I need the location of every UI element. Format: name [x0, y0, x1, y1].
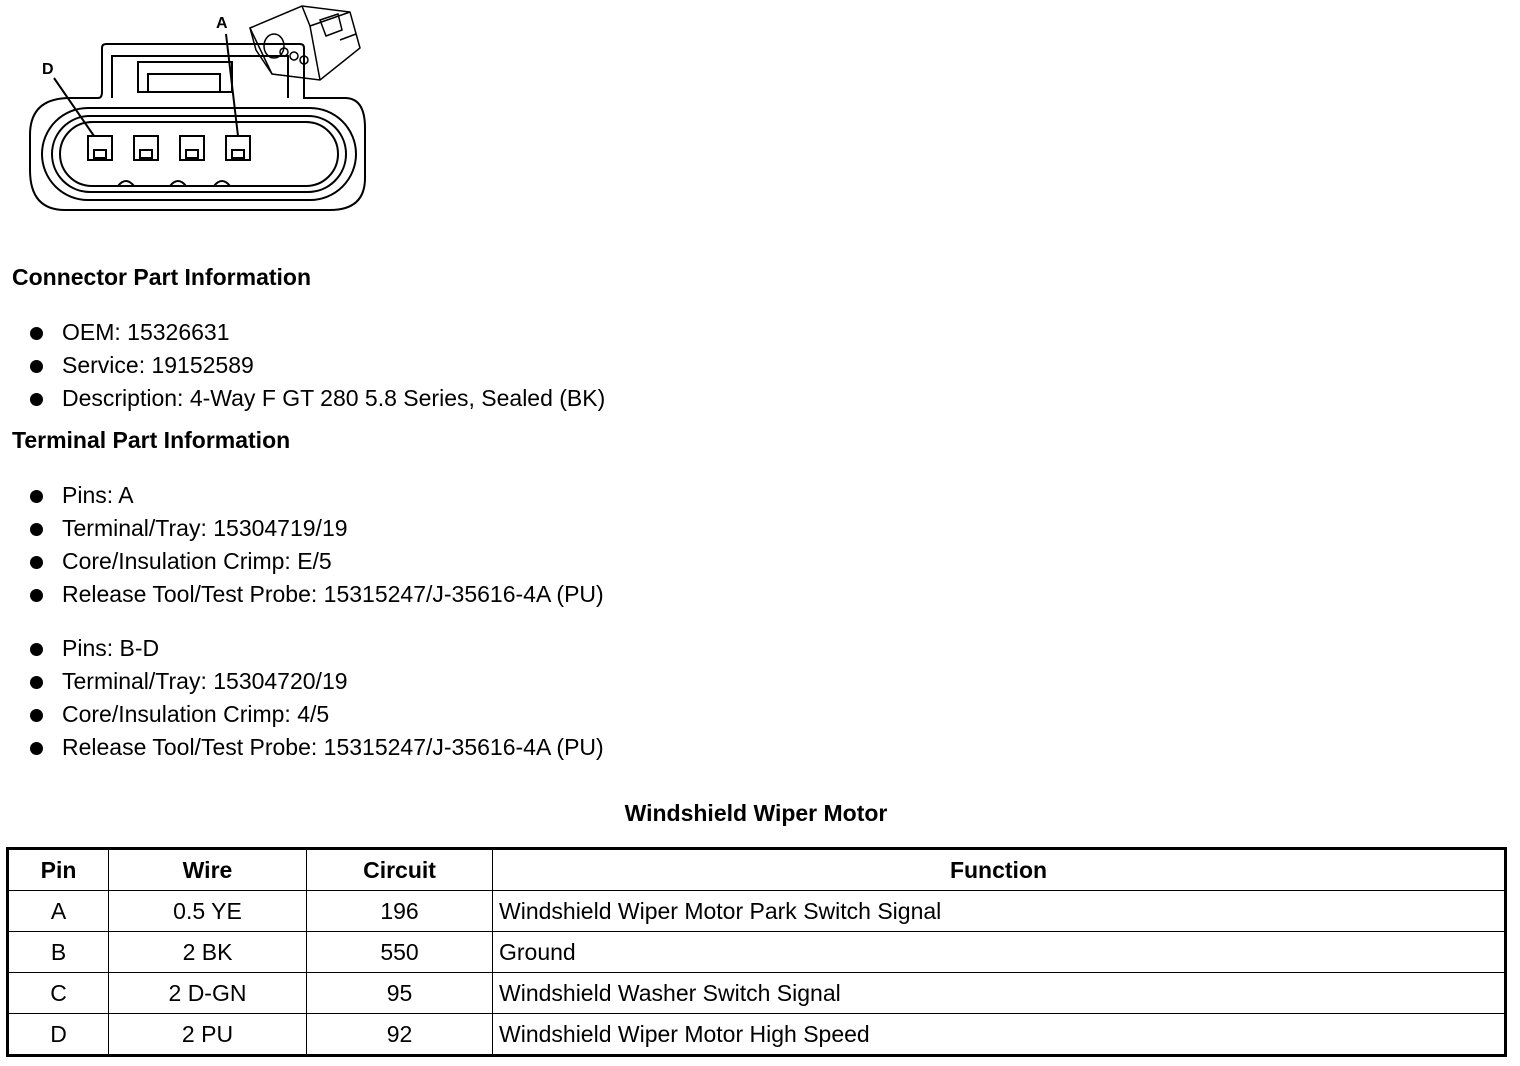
- bullet-icon: [30, 523, 43, 536]
- pinout-table: [6, 847, 1507, 1057]
- function-cell: Windshield Wiper Motor Park Switch Signal: [493, 891, 1506, 932]
- function-cell: Ground: [493, 932, 1506, 973]
- list-item: Terminal/Tray: 15304719/19: [28, 512, 604, 545]
- pin-cell: B: [8, 932, 109, 973]
- bullet-icon: [30, 643, 43, 656]
- list-item: Pins: A: [28, 479, 604, 512]
- table-row: [8, 932, 1506, 973]
- connector-info-heading: Connector Part Information: [12, 264, 312, 290]
- column-header-pin: Pin: [8, 849, 109, 891]
- table-row: [8, 973, 1506, 1014]
- connector-diagram: [20, 0, 380, 220]
- bullet-icon: [30, 556, 43, 569]
- column-header-circuit: Circuit: [307, 849, 493, 891]
- pin-cell: D: [8, 1014, 109, 1056]
- bullet-icon: [30, 490, 43, 503]
- terminal-info-heading: Terminal Part Information: [12, 427, 291, 453]
- pin-label-d: D: [42, 61, 54, 78]
- table-title: Windshield Wiper Motor: [624, 800, 888, 826]
- pin-label-a: A: [216, 15, 228, 32]
- list-item: Core/Insulation Crimp: 4/5: [28, 698, 604, 731]
- list-item: Release Tool/Test Probe: 15315247/J-35616-4A (PU): [28, 578, 604, 611]
- wire-cell: 2 D-GN: [109, 973, 307, 1014]
- table-row: [8, 891, 1506, 932]
- bullet-icon: [30, 360, 43, 373]
- column-header-wire: Wire: [109, 849, 307, 891]
- bullet-icon: [30, 709, 43, 722]
- function-cell: Windshield Washer Switch Signal: [493, 973, 1506, 1014]
- bullet-icon: [30, 393, 43, 406]
- list-item: Pins: B-D: [28, 632, 604, 665]
- column-header-function: Function: [493, 849, 1506, 891]
- list-item: Core/Insulation Crimp: E/5: [28, 545, 604, 578]
- wire-cell: 0.5 YE: [109, 891, 307, 932]
- pin-cell: A: [8, 891, 109, 932]
- terminal-info-group-b-d: [28, 632, 604, 764]
- wire-cell: 2 BK: [109, 932, 307, 973]
- circuit-cell: 550: [307, 932, 493, 973]
- list-item: Terminal/Tray: 15304720/19: [28, 665, 604, 698]
- pin-cell: C: [8, 973, 109, 1014]
- circuit-cell: 196: [307, 891, 493, 932]
- bullet-icon: [30, 742, 43, 755]
- bullet-icon: [30, 327, 43, 340]
- table-row: [8, 1014, 1506, 1056]
- bullet-icon: [30, 676, 43, 689]
- list-item: OEM: 15326631: [28, 316, 605, 349]
- table-header-row: [8, 849, 1506, 891]
- list-item: Service: 19152589: [28, 349, 605, 382]
- terminal-info-group-a: [28, 479, 604, 611]
- circuit-cell: 95: [307, 973, 493, 1014]
- function-cell: Windshield Wiper Motor High Speed: [493, 1014, 1506, 1056]
- wire-cell: 2 PU: [109, 1014, 307, 1056]
- connector-info-list: [28, 316, 605, 415]
- circuit-cell: 92: [307, 1014, 493, 1056]
- list-item: Description: 4-Way F GT 280 5.8 Series, Sealed (BK): [28, 382, 605, 415]
- list-item: Release Tool/Test Probe: 15315247/J-35616-4A (PU): [28, 731, 604, 764]
- bullet-icon: [30, 589, 43, 602]
